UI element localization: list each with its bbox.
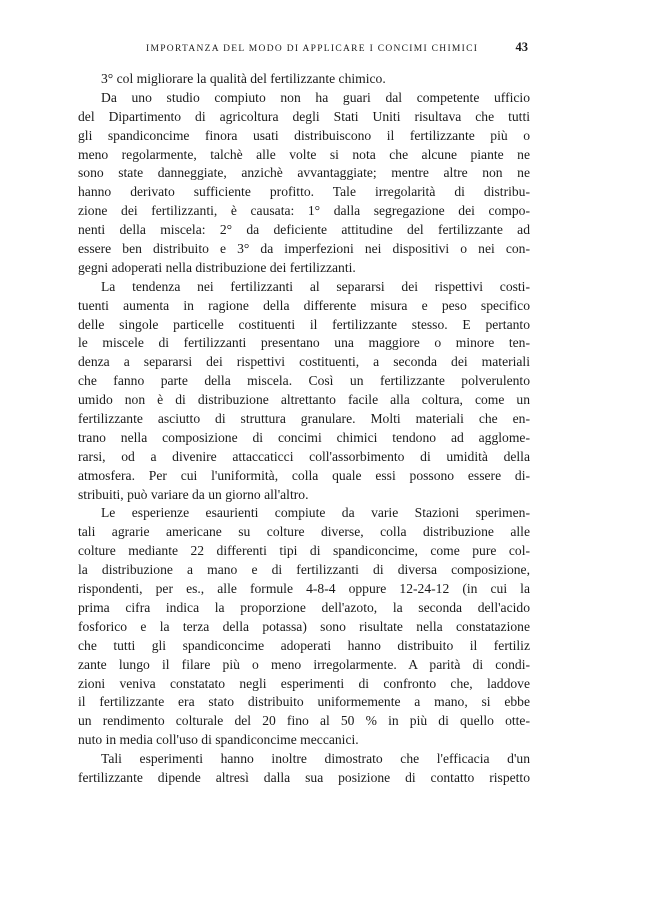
text-line: che tutti gli spandiconcime adoperati hanno distribuito il fertiliz	[78, 637, 530, 653]
text-line: colture mediante 22 differenti tipi di spandiconcime, come pure col-	[78, 543, 530, 559]
running-head: IMPORTANZA DEL MODO DI APPLICARE I CONCIMI CHIMICI	[146, 44, 479, 54]
page-number: 43	[515, 40, 528, 54]
text-line: Da uno studio compiuto non ha guari dal competente ufficio	[101, 89, 530, 105]
text-line: un rendimento colturale del 20 fino al 50 % in più di quello otte-	[78, 713, 530, 729]
text-line: denza a separarsi dei rispettivi costituenti, a seconda dei materiali	[78, 354, 530, 370]
text-line: nuto in media coll'uso di spandiconcime meccanici.	[78, 732, 359, 748]
text-line: il fertilizzante era stato distribuito uniformemente a mano, si ebbe	[78, 694, 530, 710]
text-line: fertilizzante dipende altresì dalla sua posizione di contatto rispetto	[78, 769, 530, 785]
text-line: tali agrarie americane su colture diverse, colla distribuzione alle	[78, 524, 530, 540]
text-line: zante lungo il filare più o meno irregolarmente. A parità di condi-	[78, 656, 530, 672]
text-line: zione dei fertilizzanti, è causata: 1° dalla segregazione dei compo-	[78, 203, 530, 219]
text-line: meno regolarmente, talchè alle volte si nota che alcune piante ne	[78, 146, 530, 162]
text-line: essere ben distribuito e 3° da imperfezioni nei dispositivi o nei con-	[78, 241, 530, 257]
text-line: Le esperienze esaurienti compiute da varie Stazioni sperimen-	[101, 505, 530, 521]
text-line: la distribuzione a mano e di fertilizzanti di diversa composizione,	[78, 562, 530, 578]
text-line: La tendenza nei fertilizzanti al separarsi dei rispettivi costi-	[101, 278, 530, 294]
text-line: del Dipartimento di agricoltura degli Stati Uniti risultava che tutti	[78, 108, 530, 124]
text-line: rarsi, od a divenire attaccaticci coll'assorbimento di umidità della	[78, 448, 530, 464]
text-line: 3° col migliorare la qualità del fertilizzante chimico.	[101, 71, 386, 86]
text-line: trano nella composizione di concimi chimici tendono ad agglome-	[78, 429, 530, 445]
text-line: hanno derivato sufficiente profitto. Tale irregolarità di distribu-	[78, 184, 530, 200]
text-line: stribuiti, può variare da un giorno all'altro.	[78, 486, 309, 502]
text-line: delle singole particelle costituenti il fertilizzante stesso. E pertanto	[78, 316, 530, 332]
text-line: umido non è di distribuzione altrettanto facile alla coltura, come un	[78, 392, 530, 408]
text-line: gegni adoperati nella distribuzione dei fertilizzanti.	[78, 259, 356, 275]
text-line: le miscele di fertilizzanti presentano una maggiore o minore ten-	[78, 335, 530, 351]
text-line: sono state danneggiate, anzichè avvantaggiate; mentre altre non ne	[78, 165, 530, 181]
body-text	[78, 70, 530, 788]
text-line: prima cifra indica la proporzione dell'azoto, la seconda dell'acido	[78, 599, 530, 615]
text-line: zioni veniva constatato negli esperimenti di confronto che, laddove	[78, 675, 530, 691]
text-line: Tali esperimenti hanno inoltre dimostrato che l'efficacia d'un	[101, 751, 530, 767]
text-line: fertilizzante asciutto di struttura granulare. Molti materiali che en-	[78, 411, 530, 427]
text-line: che fanno parte della miscela. Così un fertilizzante polverulento	[78, 373, 530, 389]
text-line: tuenti aumenta in ragione della differente misura e peso specifico	[78, 297, 530, 313]
text-line: fosforico e la terza della potassa) sono risultate nella constatazione	[78, 618, 530, 634]
text-line: atmosfera. Per cui l'uniformità, colla quale essi possono essere di-	[78, 467, 530, 483]
text-line: gli spandiconcime finora usati distribuiscono il fertilizzante più o	[78, 127, 530, 143]
text-line: rispondenti, per es., alle formule 4-8-4 oppure 12-24-12 (in cui la	[78, 581, 530, 597]
text-line: nenti della miscela: 2° da deficiente attitudine del fertilizzante ad	[78, 222, 530, 238]
page-header	[88, 40, 528, 55]
